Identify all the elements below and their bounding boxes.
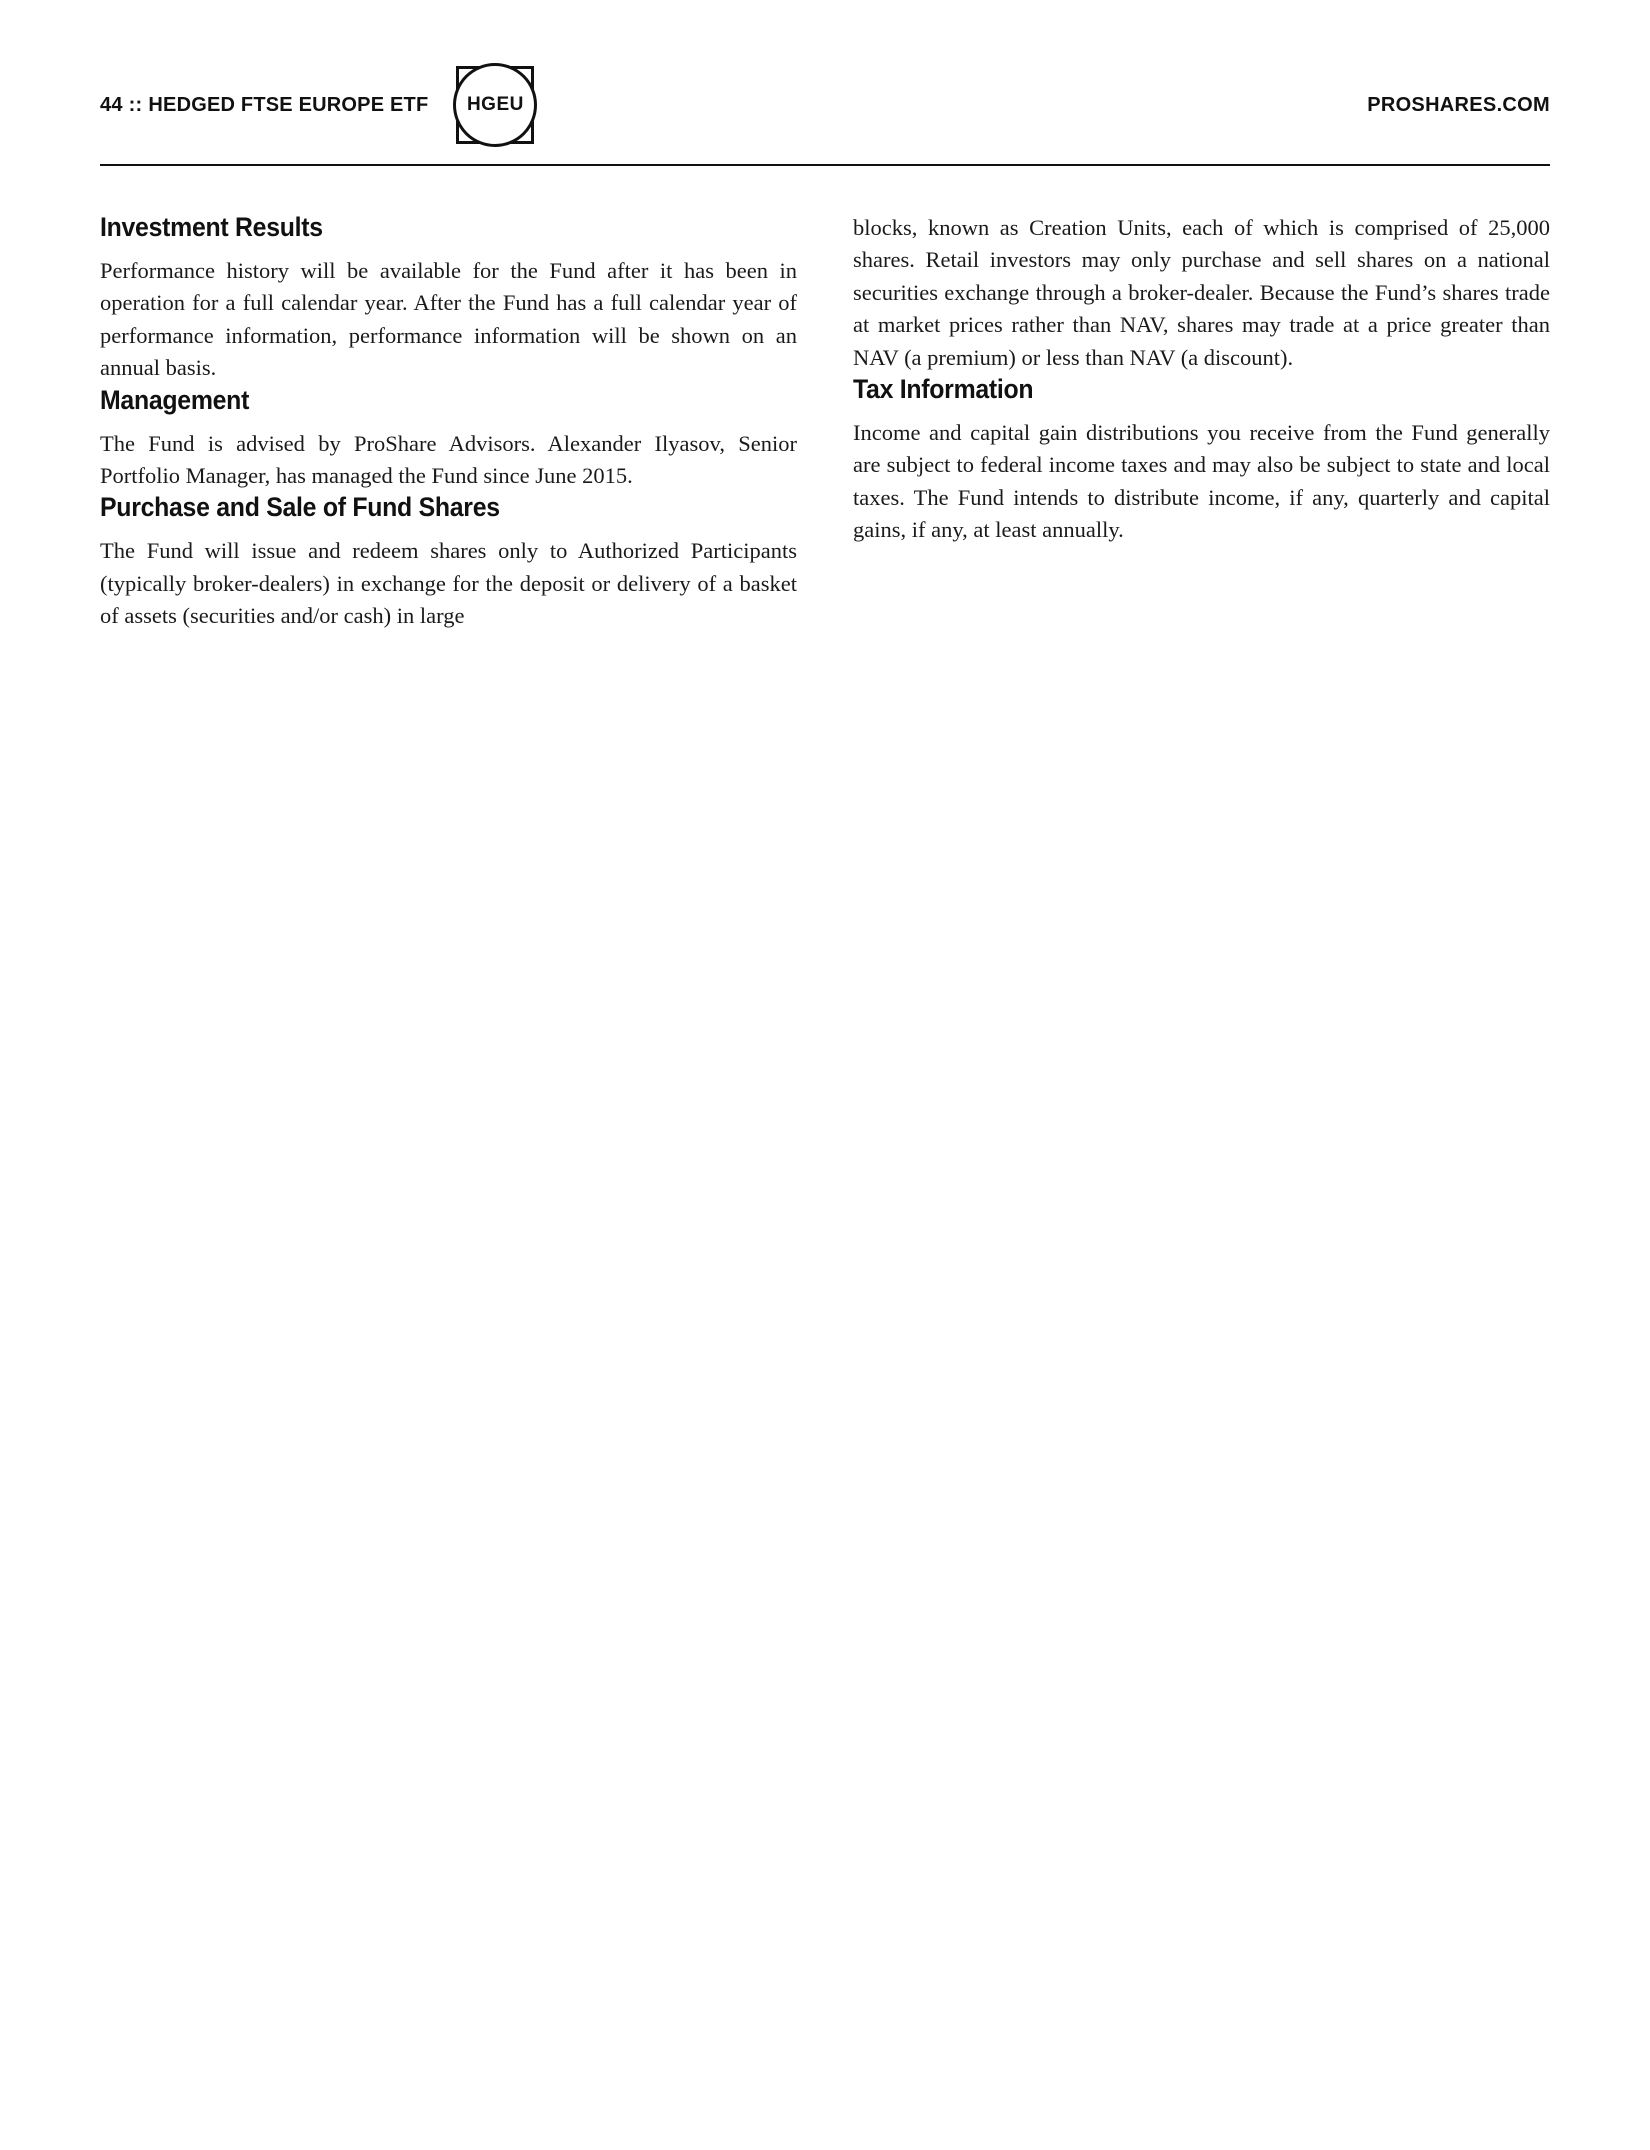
fund-name: HEDGED FTSE EUROPE ETF	[148, 93, 429, 116]
fund-logo-circle	[453, 63, 537, 147]
header-rule	[100, 164, 1550, 166]
header-separator: ::	[128, 93, 143, 116]
section-heading: Tax Information	[853, 373, 1034, 404]
section-investment-results	[100, 212, 797, 385]
header-left	[100, 66, 534, 144]
section-heading: Purchase and Sale of Fund Shares	[100, 492, 500, 523]
fund-ticker: HGEU	[466, 94, 524, 115]
site-url: PROSHARES.COM	[1367, 93, 1550, 116]
section-heading: Management	[100, 384, 250, 415]
section-body: The Fund is advised by ProShare Advisors. Alexander Ilyasov, Senior Portfolio Manager, has managed the Fund since June 2015.	[100, 430, 797, 488]
page-header	[100, 60, 1550, 150]
section-management	[100, 385, 797, 493]
running-head	[100, 94, 428, 117]
section-body: Income and capital gain distributions you receive from the Fund generally are subject to federal income taxes and may also be subject to state and local taxes. The Fund intends to distribute income, if any, quarterly and capital gains, if any, at least annually.	[853, 419, 1550, 543]
fund-logo	[456, 66, 534, 144]
section-tax-information	[853, 374, 1550, 547]
content-columns	[100, 212, 1550, 633]
section-body: The Fund will issue and redeem shares only to Authorized Participants (typically broker-dealers) in exchange for the deposit or delivery of a basket of assets (securities and/or cash) in large	[100, 538, 797, 629]
section-purchase-and-sale	[100, 492, 797, 632]
section-body: Performance history will be available for the Fund after it has been in operation for a full calendar year. After the Fund has a full calendar year of performance information, performance information will be shown on an annual basis.	[100, 258, 797, 381]
page-number: 44	[100, 93, 123, 116]
section-body: blocks, known as Creation Units, each of which is comprised of 25,000 shares. Retail investors may only purchase and sell shares on a national securities exchange through a broker-dealer. Because the Fund’s shares trade at market prices rather than NAV, shares may trade at a price greater than NAV (a premium) or less than NAV (a discount).	[853, 215, 1550, 370]
section-purchase-continuation	[853, 212, 1550, 374]
right-column	[853, 212, 1550, 633]
left-column	[100, 212, 797, 633]
section-heading: Investment Results	[100, 212, 323, 242]
